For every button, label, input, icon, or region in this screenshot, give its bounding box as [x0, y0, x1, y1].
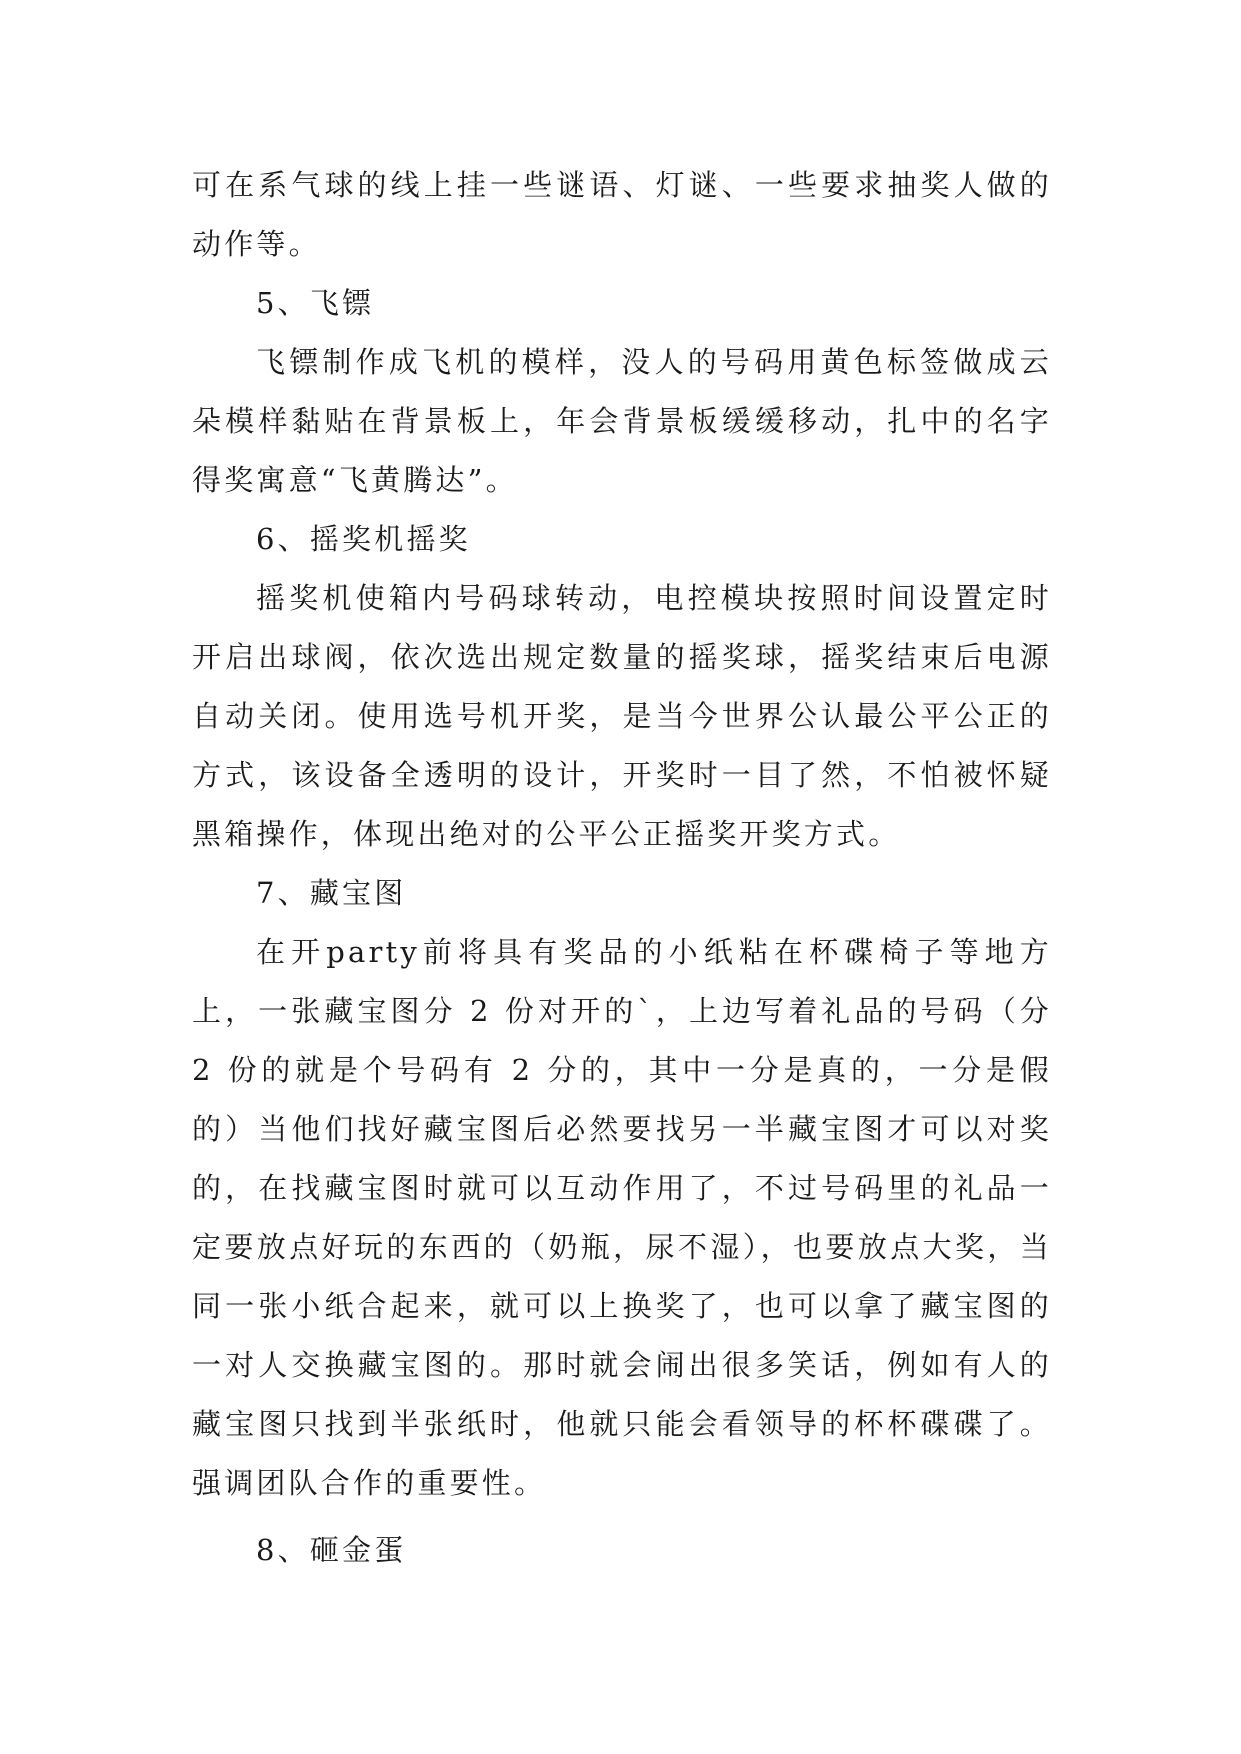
paragraph-treasure-map: 在开party前将具有奖品的小纸粘在杯碟椅子等地方上，一张藏宝图分 2 份对开的`，上边写着礼品的号码（分 2 份的就是个号码有 2 分的，其中一分是真的，一分是假的）当他们找好藏宝图后必然要找另一半藏宝图才可以对奖的，在找藏宝图时就可以互动作用了，不过号码里的礼品一定要放点好玩的东西的（奶瓶，尿不湿），也要放点大奖，当同一张小纸合起来，就可以上换奖了，也可以拿了藏宝图的一对人交换藏宝图的。那时就会闹出很多笑话，例如有人的藏宝图只找到半张纸时，他就只能会看领导的杯杯碟碟了。强调团队合作的重要性。: [192, 935, 1052, 1500]
paragraph-balloon-continued: 可在系气球的线上挂一些谜语、灯谜、一些要求抽奖人做的动作等。: [192, 168, 1052, 261]
section-heading-lottery-machine: 6、摇奖机摇奖: [256, 522, 471, 556]
paragraph-lottery-machine: 摇奖机使箱内号码球转动，电控模块按照时间设置定时开启出球阀，依次选出规定数量的摇奖球，摇奖结束后电源自动关闭。使用选号机开奖，是当今世界公认最公平公正的方式，该设备全透明的设计，开奖时一目了然，不怕被怀疑黑箱操作，体现出绝对的公平公正摇奖开奖方式。: [192, 581, 1052, 851]
document-body: [192, 156, 1052, 1580]
section-heading-golden-eggs: 8、砸金蛋: [256, 1533, 407, 1567]
section-heading-treasure-map: 7、藏宝图: [256, 876, 407, 910]
paragraph-darts: 飞镖制作成飞机的模样，没人的号码用黄色标签做成云朵模样黏贴在背景板上，年会背景板缓缓移动，扎中的名字得奖寓意“飞黄腾达”。: [192, 345, 1052, 497]
section-heading-darts: 5、飞镖: [256, 286, 375, 320]
